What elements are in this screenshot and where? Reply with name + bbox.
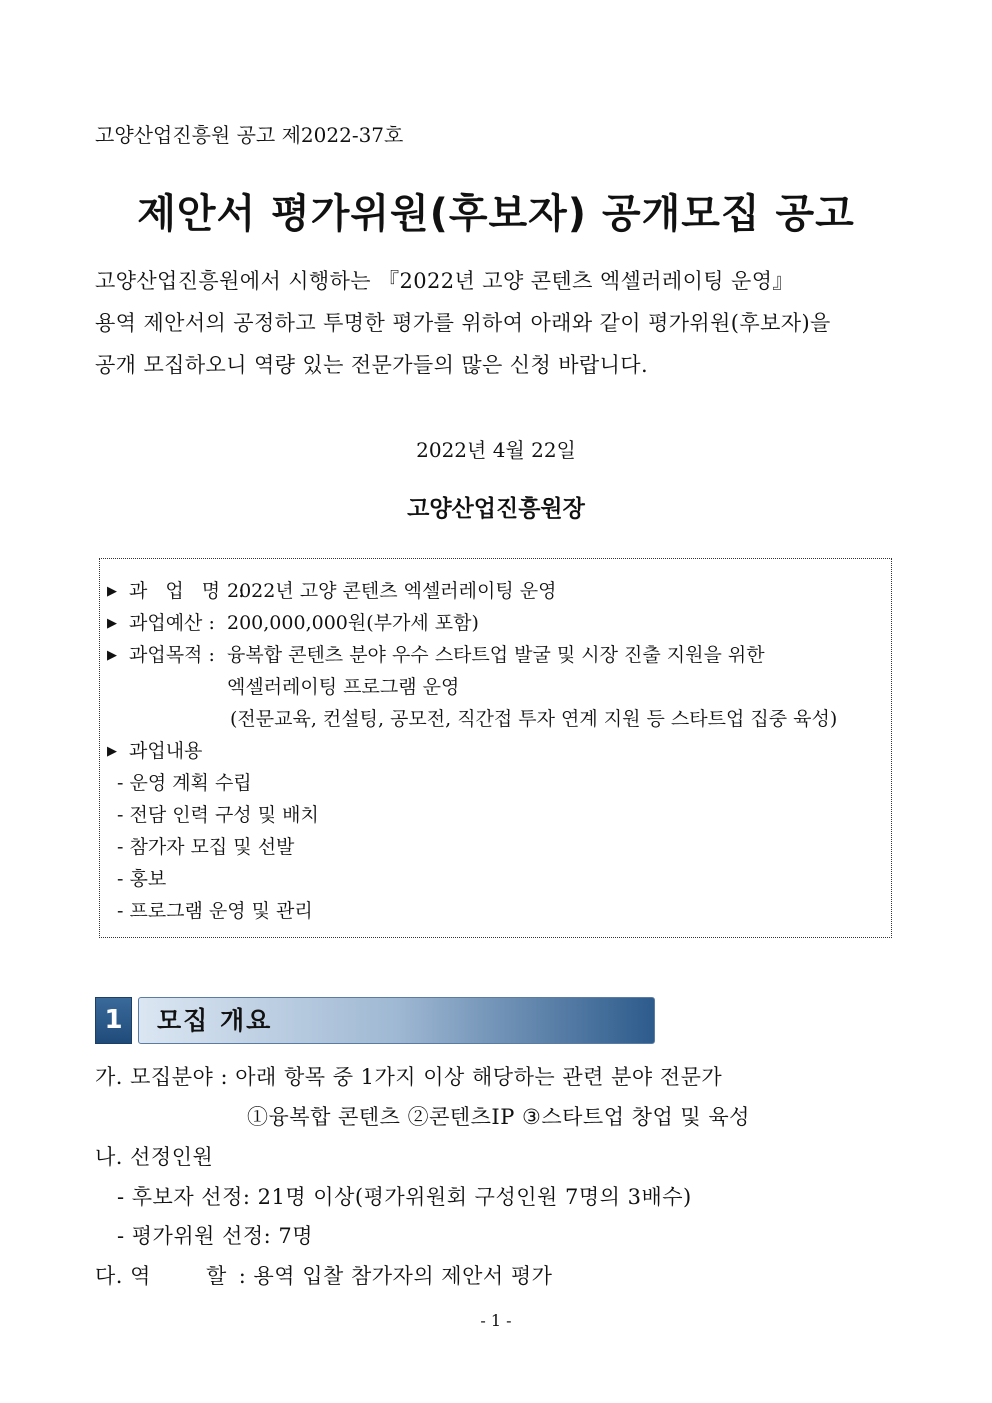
budget-value: 200,000,000원(부가세 포함): [227, 612, 479, 634]
page-number: - 1 -: [480, 1311, 512, 1330]
selection-count-item: - 후보자 선정: 21명 이상(평가위원회 구성인원 7명의 3배수): [117, 1185, 692, 1209]
content-item: - 홍보: [117, 868, 167, 890]
triangle-right-icon: ▶: [107, 744, 117, 759]
purpose-line-3: (전문교육, 컨설팅, 공모전, 직간접 투자 연계 지원 등 스타트업 집중 육성): [230, 708, 838, 730]
project-name-value: 2022년 고양 콘텐츠 엑셀러레이팅 운영: [227, 580, 557, 602]
section-number-badge: 1: [95, 997, 132, 1044]
project-name-label: 과 업 명 :: [129, 580, 251, 602]
intro-line-1: 고양산업진흥원에서 시행하는 『2022년 고양 콘텐츠 엑셀러레이팅 운영』: [95, 269, 794, 293]
selection-count-heading: 나. 선정인원: [95, 1145, 214, 1169]
issuer-name: 고양산업진흥원장: [407, 495, 585, 522]
content-label: 과업내용: [129, 740, 203, 762]
project-name-row: [107, 576, 556, 603]
content-item: - 운영 계획 수립: [117, 772, 252, 794]
content-item: - 참가자 모집 및 선발: [117, 836, 295, 858]
content-item: - 전담 인력 구성 및 배치: [117, 804, 319, 826]
purpose-label: 과업목적 :: [129, 644, 215, 666]
announcement-date: 2022년 4월 22일: [416, 438, 576, 462]
recruit-field-items: ①융복합 콘텐츠 ②콘텐츠IP ③스타트업 창업 및 육성: [247, 1105, 750, 1129]
content-item: - 프로그램 운영 및 관리: [117, 900, 313, 922]
purpose-line-2: 엑셀러레이팅 프로그램 운영: [227, 676, 460, 698]
role-line: [95, 1260, 552, 1290]
budget-row: [107, 608, 479, 635]
triangle-right-icon: ▶: [107, 648, 117, 663]
page-title: 제안서 평가위원(후보자) 공개모집 공고: [137, 191, 855, 237]
triangle-right-icon: ▶: [107, 616, 117, 631]
role-label: 다. 역: [95, 1264, 151, 1288]
budget-label: 과업예산 :: [129, 612, 215, 634]
notice-number: 고양산업진흥원 공고 제2022-37호: [95, 123, 404, 147]
project-summary-box: [99, 558, 892, 938]
recruit-field-line: 가. 모집분야 : 아래 항목 중 1가지 이상 해당하는 관련 분야 전문가: [95, 1065, 723, 1089]
intro-line-3: 공개 모집하오니 역량 있는 전문가들의 많은 신청 바랍니다.: [95, 353, 649, 377]
purpose-line-1: 융복합 콘텐츠 분야 우수 스타트업 발굴 및 시장 진출 지원을 위한: [227, 644, 765, 666]
purpose-row: [107, 640, 765, 667]
triangle-right-icon: ▶: [107, 584, 117, 599]
section-heading: 모집 개요: [138, 997, 655, 1044]
content-heading-row: [107, 736, 202, 763]
role-text: : 용역 입찰 참가자의 제안서 평가: [238, 1264, 553, 1288]
selection-count-item: - 평가위원 선정: 7명: [117, 1224, 314, 1248]
role-label-2: 할: [205, 1264, 227, 1288]
intro-line-2: 용역 제안서의 공정하고 투명한 평가를 위하여 아래와 같이 평가위원(후보자)을: [95, 311, 831, 335]
